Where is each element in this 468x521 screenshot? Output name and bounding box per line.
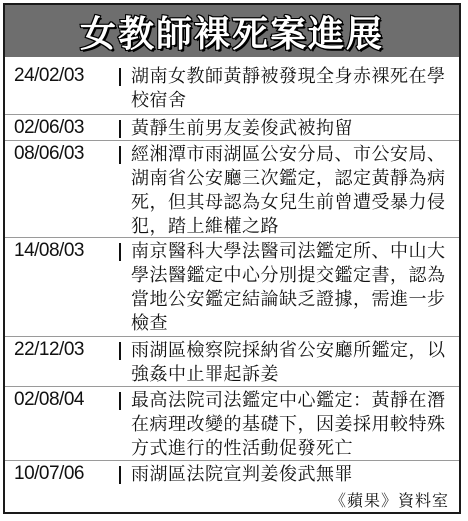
row-event: 雨湖區檢察院採納省公安廳所鑑定，以強姦中止罪起訴姜 (131, 340, 446, 385)
row-divider (119, 120, 121, 138)
title-bar (5, 5, 459, 57)
headline: 女教師裸死案進展 (79, 13, 384, 55)
row-date: 24/02/03 (14, 65, 84, 86)
row-divider (119, 466, 121, 484)
timeline-row (5, 337, 459, 387)
row-event: 經湘潭市雨湖區公安分局、市公安局、湖南省公安廳三次鑑定，認定黃靜為病死，但其母認為女兒生前曾遭受暴力侵犯，踏上維權之路 (131, 144, 446, 237)
timeline-row (5, 387, 459, 461)
row-date: 02/06/03 (14, 117, 84, 138)
row-event: 湖南女教師黃靜被發現全身赤裸死在學校宿舍 (131, 66, 446, 111)
timeline-table (5, 63, 459, 513)
timeline-row (5, 238, 459, 337)
timeline-row (5, 63, 459, 115)
timeline-row (5, 115, 459, 141)
row-date: 22/12/03 (14, 339, 84, 360)
timeline-row (5, 461, 459, 513)
row-event: 最高法院司法鑑定中心鑑定：黃靜在潛在病理改變的基礎下，因姜採用較特殊方式進行的性活動促發死亡 (131, 390, 446, 459)
row-event: 黃靜生前男友姜俊武被拘留 (131, 118, 353, 139)
row-divider (119, 342, 121, 360)
timeline-row (5, 141, 459, 238)
row-divider (119, 68, 121, 86)
row-divider (119, 243, 121, 261)
timeline-box (3, 3, 461, 514)
row-divider (119, 392, 121, 410)
row-date: 10/07/06 (14, 463, 84, 484)
row-divider (119, 146, 121, 164)
row-date: 08/06/03 (14, 143, 84, 164)
source-credit: 《蘋果》資料室 (329, 491, 449, 510)
row-date: 14/08/03 (14, 240, 84, 261)
row-event: 雨湖區法院宣判姜俊武無罪 (131, 464, 353, 485)
row-event: 南京醫科大學法醫司法鑑定所、中山大學法醫鑑定中心分別提交鑑定書，認為當地公安鑑定結論缺乏證據，需進一步檢查 (131, 241, 446, 334)
row-date: 02/08/04 (14, 389, 84, 410)
